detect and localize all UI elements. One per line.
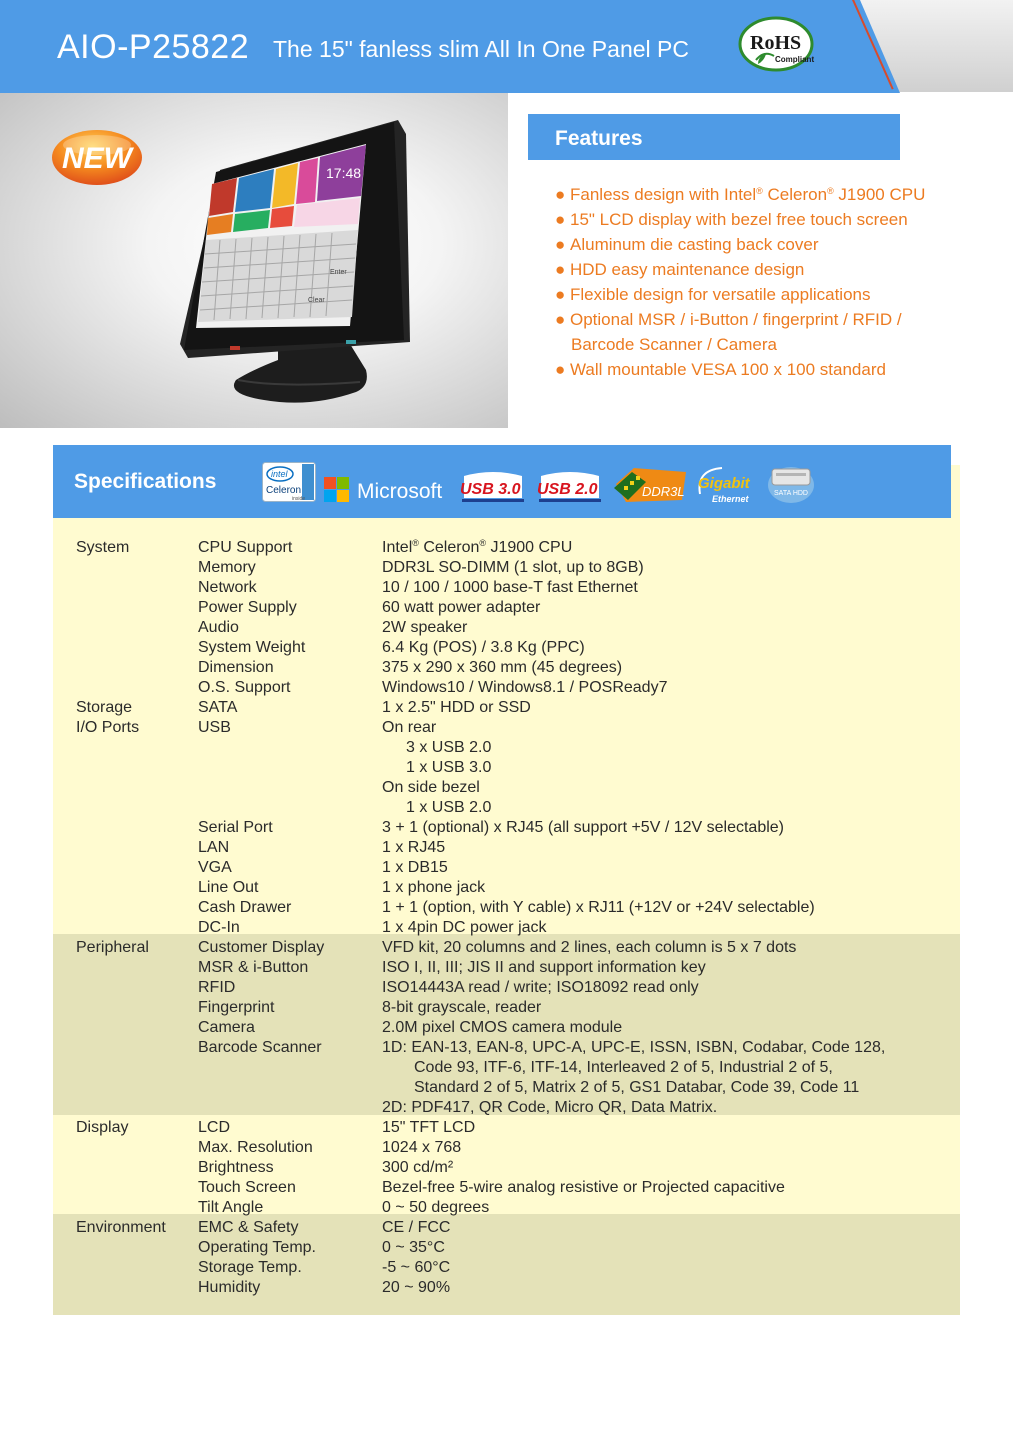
spec-row — [0, 1258, 1013, 1278]
spec-row — [0, 1138, 1013, 1158]
spec-value: CE / FCC — [382, 1219, 451, 1236]
svg-text:Microsoft: Microsoft — [357, 480, 443, 503]
spec-row — [0, 698, 1013, 718]
spec-value: 1 x USB 2.0 — [406, 799, 492, 816]
spec-row — [0, 1038, 1013, 1058]
spec-row — [0, 738, 1013, 758]
spec-value: 3 + 1 (optional) x RJ45 (all support +5V / 12V selectable) — [382, 819, 784, 836]
spec-value: 20 ~ 90% — [382, 1279, 451, 1296]
spec-item: Cash Drawer — [198, 899, 292, 916]
svg-text:inside: inside — [292, 496, 306, 502]
spec-category: System — [76, 539, 130, 556]
features-title: Features — [555, 127, 643, 150]
spec-value: 1024 x 768 — [382, 1139, 462, 1156]
model-number: AIO-P25822 — [57, 28, 250, 66]
spec-item: Humidity — [198, 1279, 261, 1296]
features-list — [555, 182, 925, 382]
spec-item: Max. Resolution — [198, 1139, 313, 1156]
specifications-title: Specifications — [74, 470, 217, 493]
spec-value: 60 watt power adapter — [382, 599, 541, 616]
spec-row — [0, 1118, 1013, 1138]
spec-item: Dimension — [198, 659, 274, 676]
spec-row — [0, 1098, 1013, 1118]
svg-text:Celeron: Celeron — [266, 485, 302, 496]
spec-item: VGA — [198, 859, 232, 876]
spec-item: Barcode Scanner — [198, 1039, 322, 1056]
spec-value: 2W speaker — [382, 619, 468, 636]
feature-item: ● Optional MSR / i-Button / fingerprint / RFID / Barcode Scanner / Camera — [555, 310, 902, 354]
spec-value: Bezel-free 5-wire analog resistive or Projected capacitive — [382, 1179, 785, 1196]
key-enter: Enter — [330, 269, 347, 276]
ddr3l-logo — [612, 466, 688, 504]
spec-item: Power Supply — [198, 599, 297, 616]
spec-value: -5 ~ 60°C — [382, 1259, 451, 1276]
spec-value: 0 ~ 50 degrees — [382, 1199, 490, 1216]
gigabit-ethernet-logo — [692, 464, 764, 506]
spec-item: O.S. Support — [198, 679, 291, 696]
screen-clock: 17:48 — [326, 165, 362, 181]
intel-celeron-logo — [262, 462, 316, 502]
feature-item: ● Flexible design for versatile applications — [555, 285, 871, 304]
spec-row — [0, 658, 1013, 678]
spec-row — [0, 538, 1013, 558]
spec-row — [0, 598, 1013, 618]
spec-item: Camera — [198, 1019, 255, 1036]
spec-value: 1 x 2.5" HDD or SSD — [382, 699, 531, 716]
spec-category: Storage — [76, 699, 133, 716]
spec-value: 1 x 4pin DC power jack — [382, 919, 547, 936]
spec-value: On side bezel — [382, 779, 480, 796]
product-tagline: The 15" fanless slim All In One Panel PC — [273, 36, 689, 62]
spec-item: Audio — [198, 619, 239, 636]
svg-text:intel: intel — [271, 469, 288, 479]
panel-pc-illustration — [160, 112, 420, 412]
rohs-logo — [738, 16, 820, 76]
spec-row — [0, 758, 1013, 778]
spec-value: On rear — [382, 719, 437, 736]
spec-row — [0, 978, 1013, 998]
spec-item: Touch Screen — [198, 1179, 296, 1196]
spec-row — [0, 798, 1013, 818]
spec-value: 375 x 290 x 360 mm (45 degrees) — [382, 659, 623, 676]
spec-row — [0, 998, 1013, 1018]
feature-item: ● HDD easy maintenance design — [555, 260, 805, 279]
spec-item: DC-In — [198, 919, 240, 936]
feature-item: ● Fanless design with Intel® Celeron® J1900 CPU — [555, 185, 926, 204]
rohs-text: RoHS — [750, 32, 802, 54]
svg-text:Ethernet: Ethernet — [712, 494, 749, 504]
spec-item: Memory — [198, 559, 256, 576]
spec-value: 1 + 1 (option, with Y cable) x RJ11 (+12V or +24V selectable) — [382, 899, 815, 916]
spec-item: RFID — [198, 979, 236, 996]
spec-value: 1 x USB 3.0 — [406, 759, 492, 776]
spec-value: 1 x DB15 — [382, 859, 448, 876]
spec-row — [0, 638, 1013, 658]
microsoft-logo — [322, 474, 452, 504]
spec-row — [0, 718, 1013, 738]
spec-item: Tilt Angle — [198, 1199, 264, 1216]
spec-category: Peripheral — [76, 939, 149, 956]
spec-row — [0, 618, 1013, 638]
spec-value: 10 / 100 / 1000 base-T fast Ethernet — [382, 579, 638, 596]
spec-value: 8-bit grayscale, reader — [382, 999, 542, 1016]
feature-item: ● Aluminum die casting back cover — [555, 235, 819, 254]
spec-value: 0 ~ 35°C — [382, 1239, 445, 1256]
spec-value: 2D: PDF417, QR Code, Micro QR, Data Matrix. — [382, 1099, 718, 1116]
spec-item: Serial Port — [198, 819, 273, 836]
spec-item: MSR & i-Button — [198, 959, 309, 976]
spec-row — [0, 558, 1013, 578]
spec-row — [0, 898, 1013, 918]
spec-row — [0, 958, 1013, 978]
spec-item: Network — [198, 579, 257, 596]
spec-row — [0, 878, 1013, 898]
spec-row — [0, 1078, 1013, 1098]
spec-item: Customer Display — [198, 939, 325, 956]
usb2-logo — [535, 470, 605, 504]
spec-row — [0, 1178, 1013, 1198]
spec-category: Display — [76, 1119, 129, 1136]
feature-item: ● 15" LCD display with bezel free touch screen — [555, 210, 908, 229]
spec-category: I/O Ports — [76, 719, 140, 736]
svg-text:Gigabit: Gigabit — [698, 475, 750, 492]
spec-row — [0, 1058, 1013, 1078]
spec-value: Windows10 / Windows8.1 / POSReady7 — [382, 679, 668, 696]
spec-value: 1 x phone jack — [382, 879, 486, 896]
spec-row — [0, 858, 1013, 878]
spec-value: 6.4 Kg (POS) / 3.8 Kg (PPC) — [382, 639, 585, 656]
spec-item: USB — [198, 719, 231, 736]
spec-value: Code 93, ITF-6, ITF-14, Interleaved 2 of 5, Industrial 2 of 5, — [414, 1059, 833, 1076]
spec-item: Storage Temp. — [198, 1259, 302, 1276]
spec-row — [0, 1278, 1013, 1298]
spec-row — [0, 818, 1013, 838]
new-badge-text: NEW — [62, 142, 132, 175]
spec-value: 2.0M pixel CMOS camera module — [382, 1019, 623, 1036]
spec-value: 1D: EAN-13, EAN-8, UPC-A, UPC-E, ISSN, ISBN, Codabar, Code 128, — [382, 1039, 886, 1056]
svg-text:USB 3.0: USB 3.0 — [460, 481, 521, 498]
spec-row — [0, 678, 1013, 698]
spec-item: CPU Support — [198, 539, 293, 556]
spec-row — [0, 938, 1013, 958]
spec-value: VFD kit, 20 columns and 2 lines, each column is 5 x 7 dots — [382, 939, 797, 956]
svg-text:DDR3L: DDR3L — [642, 484, 685, 499]
spec-item: Line Out — [198, 879, 259, 896]
spec-item: LCD — [198, 1119, 231, 1136]
feature-item: ● Wall mountable VESA 100 x 100 standard — [555, 360, 886, 379]
spec-value: DDR3L SO-DIMM (1 slot, up to 8GB) — [382, 559, 644, 576]
spec-value: 1 x RJ45 — [382, 839, 446, 856]
spec-row — [0, 1018, 1013, 1038]
new-badge — [51, 129, 143, 186]
svg-text:USB 2.0: USB 2.0 — [537, 481, 598, 498]
spec-value: Standard 2 of 5, Matrix 2 of 5, GS1 Databar, Code 39, Code 11 — [414, 1079, 860, 1096]
spec-item: SATA — [198, 699, 238, 716]
svg-text:SATA HDD: SATA HDD — [774, 490, 808, 497]
spec-row — [0, 918, 1013, 938]
spec-value: 300 cd/m² — [382, 1159, 454, 1176]
spec-category: Environment — [76, 1219, 166, 1236]
key-clear: Clear — [308, 297, 325, 304]
spec-row — [0, 1218, 1013, 1238]
spec-value: Intel® Celeron® J1900 CPU — [382, 538, 573, 556]
spec-value: ISO14443A read / write; ISO18092 read only — [382, 979, 699, 996]
spec-item: Fingerprint — [198, 999, 275, 1016]
spec-item: System Weight — [198, 639, 306, 656]
spec-row — [0, 1238, 1013, 1258]
spec-item: Operating Temp. — [198, 1239, 316, 1256]
rohs-compliant-text: Compliant — [775, 55, 815, 64]
spec-row — [0, 838, 1013, 858]
spec-item: EMC & Safety — [198, 1219, 299, 1236]
sata-hdd-logo — [766, 461, 816, 505]
usb3-logo — [458, 470, 528, 504]
spec-row — [0, 578, 1013, 598]
spec-item: LAN — [198, 839, 230, 856]
spec-row — [0, 1198, 1013, 1218]
spec-row — [0, 778, 1013, 798]
spec-value: ISO I, II, III; JIS II and support information key — [382, 959, 706, 976]
spec-value: 3 x USB 2.0 — [406, 739, 492, 756]
spec-value: 15" TFT LCD — [382, 1119, 476, 1136]
spec-row — [0, 1158, 1013, 1178]
spec-item: Brightness — [198, 1159, 274, 1176]
